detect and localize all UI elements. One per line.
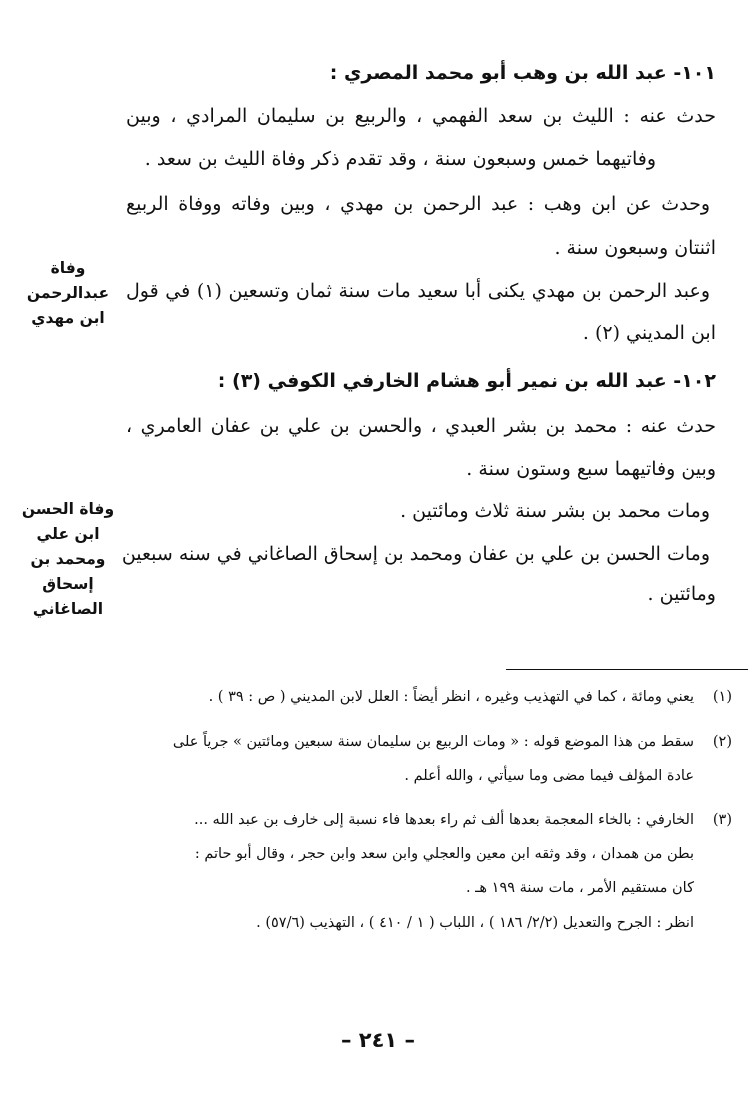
footnote-2 [32, 734, 732, 750]
entry-102-line-5: ومائتين . [647, 583, 716, 605]
footnote-3-line-3: كان مستقيم الأمر ، مات سنة ١٩٩ هـ . [465, 880, 694, 896]
margin-note-line: وفاة الحسن [21, 500, 115, 518]
entry-102-line-3: ومات محمد بن بشر سنة ثلاث ومائتين . [400, 500, 710, 522]
margin-note-line: ابن مهدي [31, 309, 105, 327]
footnote-1 [32, 689, 732, 705]
footnote-text: سقط من هذا الموضع قوله : « ومات الربيع بن سليمان سنة سبعين ومائتين » جرياً على [172, 734, 694, 750]
margin-note-line: إسحاق [42, 575, 94, 593]
entry-101-heading: ١٠١- عبد الله بن وهب أبو محمد المصري : [329, 62, 716, 84]
footnote-3-line-2: بطن من همدان ، وقد وثقه ابن معين والعجلي وابن سعد وابن حجر ، وقال أبو حاتم : [194, 846, 694, 862]
margin-note-line: وفاة [50, 259, 86, 277]
margin-note-line: ابن علي [36, 525, 100, 543]
footnote-text: الخارفي : بالخاء المعجمة بعدها ألف ثم راء بعدها فاء نسبة إلى خارف بن عبد الله ... [194, 812, 694, 828]
entry-101-line-3: وحدث عن ابن وهب : عبد الرحمن بن مهدي ، وبين وفاته ووفاة الربيع [126, 193, 710, 215]
footnote-3-line-4: انظر : الجرح والتعديل (٢/٢/ ١٨٦ ) ، اللباب ( ١ / ٤١٠ ) ، التهذيب (٥٧/٦) . [256, 915, 694, 931]
footnote-3 [32, 812, 732, 828]
entry-101-line-6: ابن المديني (٢) . [582, 322, 716, 344]
margin-note-death-ibn-mahdi [14, 256, 122, 331]
footnote-number: (٢) [712, 734, 732, 750]
margin-note-line: الصاغاني [32, 600, 104, 618]
entry-102-heading: ١٠٢- عبد الله بن نمير أبو هشام الخارفي الكوفي (٣) : [217, 370, 716, 392]
footnote-text: يعني ومائة ، كما في التهذيب وغيره ، انظر أيضاً : العلل لابن المديني ( ص : ٣٩ ) . [208, 689, 694, 705]
entry-102-line-2: وبين وفاتيهما سبع وستون سنة . [466, 458, 716, 480]
entry-102-line-4: ومات الحسن بن علي بن عفان ومحمد بن إسحاق الصاغاني في سنه سبعين [121, 543, 710, 565]
entry-102-line-1: حدث عنه : محمد بن بشر العبدي ، والحسن بن علي بن عفان العامري ، [126, 415, 716, 437]
footnote-number: (٣) [712, 812, 732, 828]
margin-note-death-hasan-saghani [14, 497, 122, 622]
margin-note-line: ومحمد بن [30, 550, 106, 568]
margin-note-line: عبدالرحمن [26, 284, 110, 302]
entry-101-line-4: اثنتان وسبعون سنة . [554, 237, 716, 259]
page-number: – ٢٤١ – [340, 1028, 416, 1052]
entry-101-line-2: وفاتيهما خمس وسبعون سنة ، وقد تقدم ذكر وفاة الليث بن سعد . [144, 148, 656, 170]
footnote-number: (١) [712, 689, 732, 705]
entry-101-line-5: وعبد الرحمن بن مهدي يكنى أبا سعيد مات سنة ثمان وتسعين (١) في قول [126, 280, 710, 302]
entry-101-line-1: حدث عنه : الليث بن سعد الفهمي ، والربيع بن سليمان المرادي ، وبين [126, 105, 716, 127]
footnote-separator [506, 669, 748, 670]
footnote-2-continuation: عادة المؤلف فيما مضى وما سيأتي ، والله أعلم . [404, 768, 694, 784]
